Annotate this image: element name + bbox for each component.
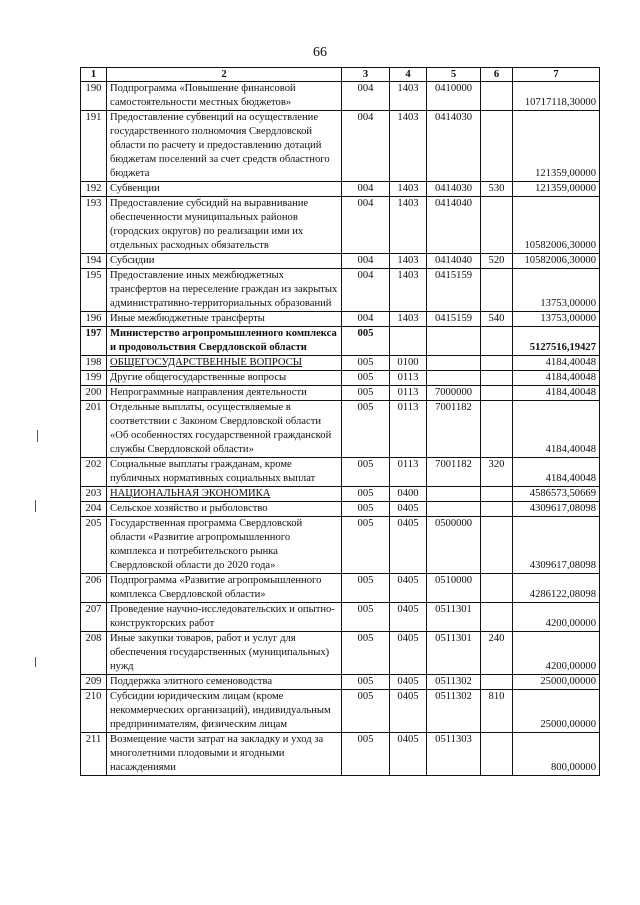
target-item-code: 0414030: [427, 111, 481, 182]
table-row: [81, 386, 600, 401]
ministry-code: 004: [342, 197, 390, 254]
expense-type-code: [481, 517, 513, 574]
amount: 4586573,50669: [513, 487, 600, 502]
row-name: Сельское хозяйство и рыболовство: [107, 502, 342, 517]
row-name: Иные закупки товаров, работ и услуг для обеспечения государственных (муниципальных) нужд: [107, 632, 342, 675]
ministry-code: 005: [342, 458, 390, 487]
amount: 800,00000: [513, 733, 600, 776]
row-number: 203: [81, 487, 107, 502]
ministry-code: 005: [342, 327, 390, 356]
row-number: 193: [81, 197, 107, 254]
expense-type-code: 530: [481, 182, 513, 197]
target-item-code: 0510000: [427, 574, 481, 603]
row-name: Предоставление иных межбюджетных трансфертов на переселение граждан из закрытых административно-территориальных образований: [107, 269, 342, 312]
section-code: 1403: [390, 111, 427, 182]
row-name: Государственная программа Свердловской области «Развитие агропромышленного комплекса и потребительского рынка Свердловской области до 2020 года»: [107, 517, 342, 574]
column-header: 6: [481, 68, 513, 82]
section-code: 1403: [390, 82, 427, 111]
row-number: 195: [81, 269, 107, 312]
ministry-code: 004: [342, 312, 390, 327]
column-header: 7: [513, 68, 600, 82]
section-code: 0405: [390, 574, 427, 603]
column-header: 5: [427, 68, 481, 82]
section-code: 1403: [390, 182, 427, 197]
target-item-code: [427, 356, 481, 371]
target-item-code: 0511303: [427, 733, 481, 776]
section-code: 1403: [390, 312, 427, 327]
table-body: [81, 82, 600, 776]
amount: 13753,00000: [513, 269, 600, 312]
row-number: 196: [81, 312, 107, 327]
ministry-code: 004: [342, 82, 390, 111]
ministry-code: 004: [342, 182, 390, 197]
section-code: 0405: [390, 517, 427, 574]
target-item-code: 0414030: [427, 182, 481, 197]
section-code: 0405: [390, 502, 427, 517]
table-row: [81, 254, 600, 269]
row-number: 208: [81, 632, 107, 675]
target-item-code: 0511301: [427, 632, 481, 675]
table-row: [81, 269, 600, 312]
expense-type-code: 540: [481, 312, 513, 327]
row-name: Министерство агропромышленного комплекса и продовольствия Свердловской области: [107, 327, 342, 356]
expense-type-code: [481, 327, 513, 356]
row-name: Субсидии: [107, 254, 342, 269]
table-row: [81, 371, 600, 386]
table-row: [81, 675, 600, 690]
amount: 121359,00000: [513, 182, 600, 197]
section-code: 0405: [390, 632, 427, 675]
target-item-code: 0414040: [427, 254, 481, 269]
margin-mark: [37, 430, 38, 442]
ministry-code: 004: [342, 111, 390, 182]
amount: 4184,40048: [513, 401, 600, 458]
margin-mark: [35, 657, 36, 667]
section-code: 0405: [390, 733, 427, 776]
expense-type-code: 240: [481, 632, 513, 675]
amount: 10582006,30000: [513, 197, 600, 254]
expense-type-code: [481, 386, 513, 401]
row-number: 204: [81, 502, 107, 517]
amount: 10582006,30000: [513, 254, 600, 269]
section-code: 1403: [390, 197, 427, 254]
amount: 25000,00000: [513, 690, 600, 733]
row-number: 209: [81, 675, 107, 690]
section-code: 0405: [390, 675, 427, 690]
table-row: [81, 312, 600, 327]
column-header: 3: [342, 68, 390, 82]
ministry-code: 005: [342, 502, 390, 517]
target-item-code: 7001182: [427, 401, 481, 458]
table-row: [81, 458, 600, 487]
row-name: НАЦИОНАЛЬНАЯ ЭКОНОМИКА: [107, 487, 342, 502]
table-row: [81, 182, 600, 197]
row-number: 206: [81, 574, 107, 603]
table-row: [81, 327, 600, 356]
row-number: 202: [81, 458, 107, 487]
target-item-code: 0500000: [427, 517, 481, 574]
expense-type-code: [481, 574, 513, 603]
expense-type-code: [481, 197, 513, 254]
table-row: [81, 502, 600, 517]
section-code: 0405: [390, 603, 427, 632]
expense-type-code: [481, 269, 513, 312]
section-code: 1403: [390, 269, 427, 312]
expense-type-code: [481, 502, 513, 517]
row-number: 207: [81, 603, 107, 632]
row-number: 191: [81, 111, 107, 182]
ministry-code: 005: [342, 574, 390, 603]
section-code: [390, 327, 427, 356]
amount: 4184,40048: [513, 356, 600, 371]
ministry-code: 005: [342, 386, 390, 401]
row-number: 190: [81, 82, 107, 111]
ministry-code: 005: [342, 675, 390, 690]
section-code: 0100: [390, 356, 427, 371]
table-row: [81, 111, 600, 182]
target-item-code: [427, 371, 481, 386]
target-item-code: 0511302: [427, 675, 481, 690]
amount: 4184,40048: [513, 458, 600, 487]
ministry-code: 005: [342, 401, 390, 458]
target-item-code: [427, 502, 481, 517]
row-name: Проведение научно-исследовательских и опытно-конструкторских работ: [107, 603, 342, 632]
expense-type-code: [481, 82, 513, 111]
amount: 25000,00000: [513, 675, 600, 690]
expense-type-code: [481, 487, 513, 502]
section-code: 0405: [390, 690, 427, 733]
column-header: 4: [390, 68, 427, 82]
row-name: Поддержка элитного семеноводства: [107, 675, 342, 690]
target-item-code: 0511302: [427, 690, 481, 733]
ministry-code: 005: [342, 603, 390, 632]
row-number: 198: [81, 356, 107, 371]
table-row: [81, 574, 600, 603]
ministry-code: 005: [342, 733, 390, 776]
section-code: 0113: [390, 386, 427, 401]
row-name: Социальные выплаты гражданам, кроме публичных нормативных социальных выплат: [107, 458, 342, 487]
row-name: Субсидии юридическим лицам (кроме некоммерческих организаций), индивидуальным предпринимателям, физическим лицам: [107, 690, 342, 733]
ministry-code: 005: [342, 517, 390, 574]
table-row: [81, 690, 600, 733]
column-header: 2: [107, 68, 342, 82]
table-row: [81, 401, 600, 458]
section-code: 0113: [390, 458, 427, 487]
ministry-code: 005: [342, 371, 390, 386]
table-row: [81, 197, 600, 254]
expense-type-code: [481, 603, 513, 632]
row-number: 205: [81, 517, 107, 574]
amount: 13753,00000: [513, 312, 600, 327]
row-name: Субвенции: [107, 182, 342, 197]
table-row: [81, 733, 600, 776]
row-name: Отдельные выплаты, осуществляемые в соответствии с Законом Свердловской области «Об особенностях государственной гражданской службы Свердловской области»: [107, 401, 342, 458]
table-row: [81, 632, 600, 675]
row-number: 211: [81, 733, 107, 776]
column-header: 1: [81, 68, 107, 82]
table-row: [81, 356, 600, 371]
expense-type-code: 810: [481, 690, 513, 733]
ministry-code: 004: [342, 254, 390, 269]
ministry-code: 005: [342, 632, 390, 675]
expense-type-code: [481, 371, 513, 386]
ministry-code: 005: [342, 487, 390, 502]
page-number: 66: [313, 45, 327, 60]
amount: 4200,00000: [513, 603, 600, 632]
target-item-code: 0511301: [427, 603, 481, 632]
row-name: Подпрограмма «Развитие агропромышленного комплекса Свердловской области»: [107, 574, 342, 603]
budget-table: [80, 67, 600, 776]
header-row: [81, 68, 600, 82]
amount: 121359,00000: [513, 111, 600, 182]
amount: 4184,40048: [513, 371, 600, 386]
margin-mark: [35, 500, 36, 512]
amount: 4309617,08098: [513, 517, 600, 574]
table-row: [81, 517, 600, 574]
expense-type-code: [481, 111, 513, 182]
amount: 4286122,08098: [513, 574, 600, 603]
section-code: 1403: [390, 254, 427, 269]
target-item-code: 7000000: [427, 386, 481, 401]
table-row: [81, 487, 600, 502]
target-item-code: 0415159: [427, 269, 481, 312]
table-row: [81, 603, 600, 632]
ministry-code: 005: [342, 356, 390, 371]
row-name: Предоставление субвенций на осуществление государственного полномочия Свердловской области по расчету и предоставлению дотаций бюджетам поселений за счет средств областного бюджета: [107, 111, 342, 182]
expense-type-code: 320: [481, 458, 513, 487]
row-name: Другие общегосударственные вопросы: [107, 371, 342, 386]
row-number: 210: [81, 690, 107, 733]
row-number: 194: [81, 254, 107, 269]
target-item-code: 7001182: [427, 458, 481, 487]
row-name: Непрограммные направления деятельности: [107, 386, 342, 401]
table-row: [81, 82, 600, 111]
row-name: Иные межбюджетные трансферты: [107, 312, 342, 327]
target-item-code: 0410000: [427, 82, 481, 111]
expense-type-code: [481, 675, 513, 690]
row-name: Предоставление субсидий на выравнивание обеспеченности муниципальных районов (городских округов) по реализации ими их отдельных расходных обязательств: [107, 197, 342, 254]
row-number: 200: [81, 386, 107, 401]
row-number: 197: [81, 327, 107, 356]
amount: 4309617,08098: [513, 502, 600, 517]
amount: 5127516,19427: [513, 327, 600, 356]
target-item-code: [427, 327, 481, 356]
target-item-code: 0415159: [427, 312, 481, 327]
target-item-code: [427, 487, 481, 502]
row-name: Подпрограмма «Повышение финансовой самостоятельности местных бюджетов»: [107, 82, 342, 111]
section-code: 0113: [390, 401, 427, 458]
row-number: 192: [81, 182, 107, 197]
target-item-code: 0414040: [427, 197, 481, 254]
amount: 10717118,30000: [513, 82, 600, 111]
expense-type-code: [481, 733, 513, 776]
expense-type-code: 520: [481, 254, 513, 269]
ministry-code: 004: [342, 269, 390, 312]
expense-type-code: [481, 356, 513, 371]
row-number: 201: [81, 401, 107, 458]
section-code: 0113: [390, 371, 427, 386]
amount: 4200,00000: [513, 632, 600, 675]
section-code: 0400: [390, 487, 427, 502]
amount: 4184,40048: [513, 386, 600, 401]
row-name: ОБЩЕГОСУДАРСТВЕННЫЕ ВОПРОСЫ: [107, 356, 342, 371]
expense-type-code: [481, 401, 513, 458]
ministry-code: 005: [342, 690, 390, 733]
row-number: 199: [81, 371, 107, 386]
row-name: Возмещение части затрат на закладку и уход за многолетними плодовыми и ягодными насаждениями: [107, 733, 342, 776]
